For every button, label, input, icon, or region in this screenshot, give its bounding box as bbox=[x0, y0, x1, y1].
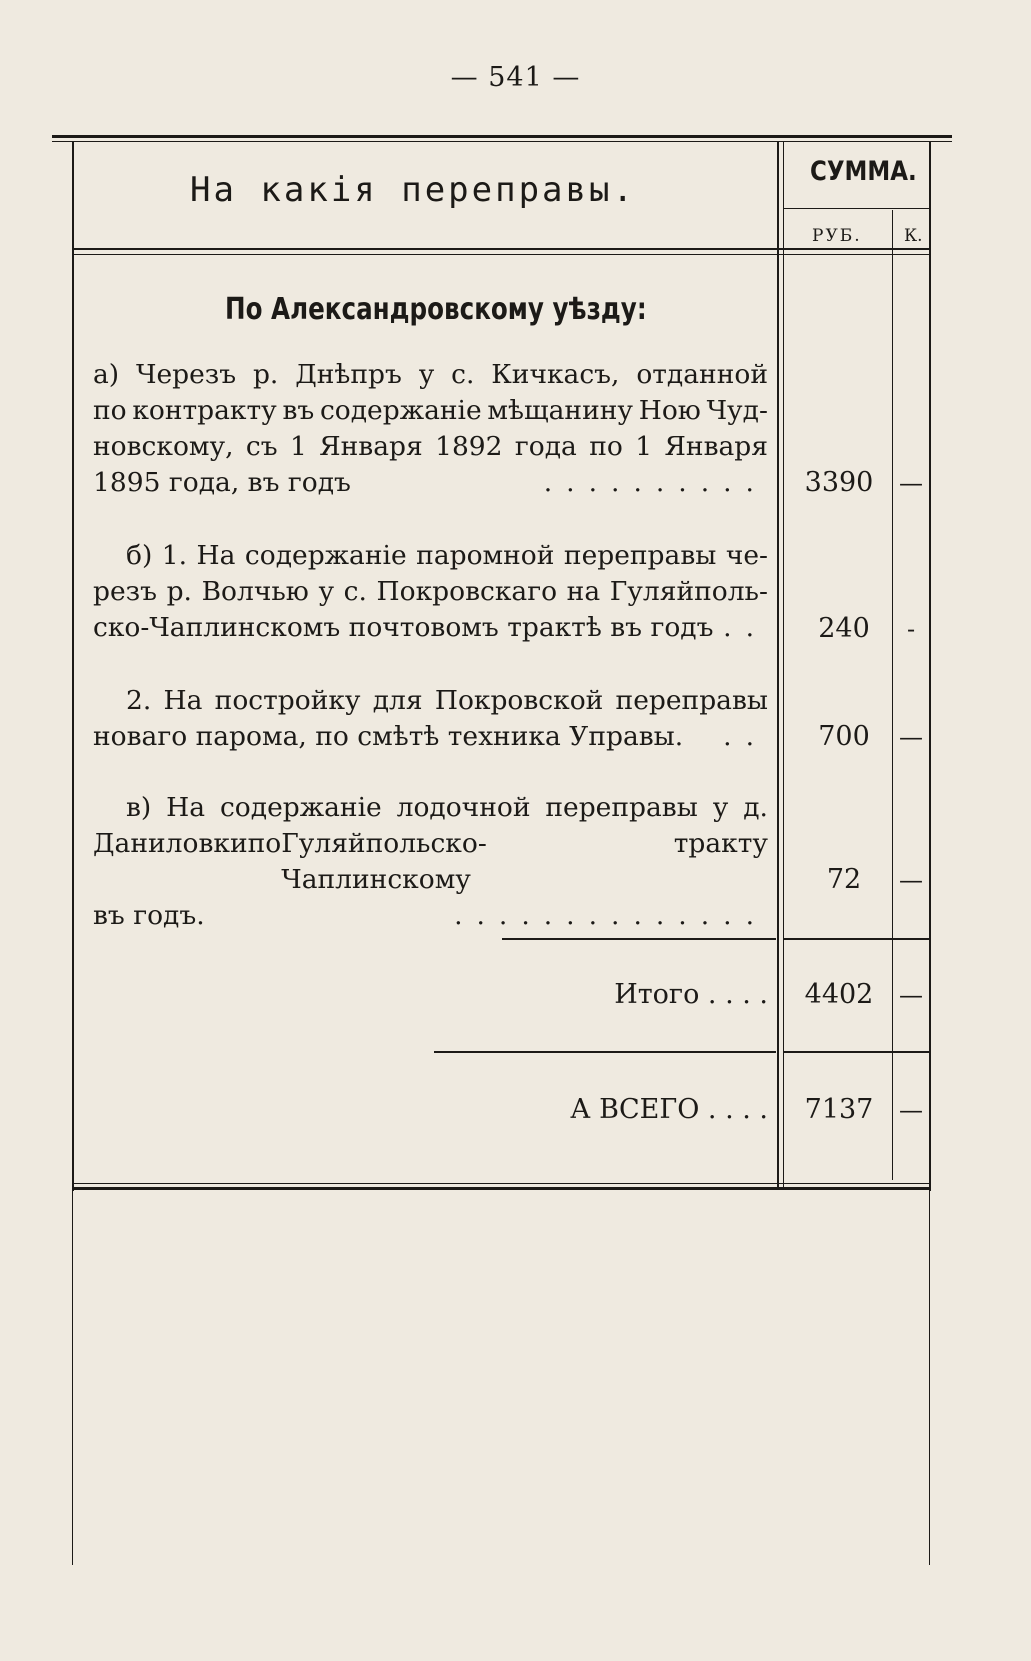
top-rule bbox=[52, 135, 952, 138]
entry-b2-rub: 700 bbox=[818, 721, 870, 752]
entry-b2-line-2: новаго парома, по смѣтѣ техника Управы. .. bbox=[93, 719, 768, 755]
entry-b2-line-1: 2. На постройку для Покровской переправы bbox=[126, 685, 768, 716]
entry-a-rub: 3390 bbox=[804, 467, 874, 498]
entry-b1-line-1: б) 1. На содержаніе паромной переправы че- bbox=[126, 540, 768, 571]
page-number: — 541 — bbox=[450, 62, 581, 93]
header-rule bbox=[72, 248, 930, 250]
section-heading: По Александровскому уѣзду: bbox=[225, 292, 647, 327]
leader-dots: .............. bbox=[454, 900, 768, 931]
entry-b2-kop: — bbox=[899, 723, 923, 751]
entry-a-line-1: а) Черезъ р. Днѣпръ у с. Кичкасъ, отданной bbox=[93, 359, 768, 390]
itogo-rub: 4402 bbox=[804, 979, 874, 1010]
entry-a bbox=[93, 357, 768, 501]
kop-divider bbox=[892, 210, 893, 1180]
column-title: На какія переправы. bbox=[190, 170, 636, 210]
entry-b2 bbox=[93, 683, 768, 755]
entry-v bbox=[93, 790, 768, 934]
entry-b1-line-3: ско-Чаплинскомъ почтовомъ трактѣ въ годъ .. bbox=[93, 610, 768, 646]
entry-v-line-3: въ годъ. .............. bbox=[93, 898, 768, 934]
lower-left-border bbox=[72, 1190, 73, 1565]
text-column-divider bbox=[777, 141, 779, 1188]
top-rule-thin bbox=[52, 141, 952, 142]
leader-dots: .......... bbox=[543, 467, 768, 498]
vsego-rub: 7137 bbox=[804, 1094, 874, 1125]
entry-v-line-1: в) На содержаніе лодочной переправы у д. bbox=[126, 792, 768, 823]
summa-header: СУММА. bbox=[810, 156, 917, 187]
rub-header: РУБ. bbox=[812, 226, 862, 246]
total-rule bbox=[434, 1051, 776, 1053]
vsego-kop: — bbox=[899, 1096, 923, 1124]
vsego-label: А ВСЕГО . . . . bbox=[570, 1094, 768, 1125]
kop-header: К. bbox=[904, 226, 923, 246]
itogo-label: Итого . . . . bbox=[614, 979, 768, 1010]
entry-a-line-4: 1895 года, въ годъ .......... bbox=[93, 465, 768, 501]
entry-v-rub: 72 bbox=[826, 864, 862, 895]
leader-dots: .. bbox=[723, 612, 768, 643]
itogo-kop: — bbox=[899, 981, 923, 1009]
entry-a-line-2: по контракту въ содержаніе мѣщанину Ною Чуд- bbox=[93, 395, 768, 426]
entry-b1-rub: 240 bbox=[818, 613, 870, 644]
right-border bbox=[929, 141, 931, 1191]
bottom-rule bbox=[72, 1183, 930, 1184]
entry-v-kop: — bbox=[899, 866, 923, 894]
subtotal-rule-sum bbox=[784, 938, 930, 940]
entry-v-line-2: Даниловки по Гуляйпольско-Чаплинскому тракту bbox=[93, 828, 768, 895]
entry-b1-kop: - bbox=[906, 615, 916, 643]
entry-b1 bbox=[93, 538, 768, 646]
leader-dots: .. bbox=[723, 721, 768, 752]
entry-b1-line-2: резъ р. Волчью у с. Покровскаго на Гуляйполь- bbox=[93, 576, 768, 607]
entry-a-kop: — bbox=[899, 469, 923, 497]
bottom-rule-thick bbox=[72, 1187, 930, 1190]
lower-right-border bbox=[929, 1190, 930, 1565]
subtotal-rule bbox=[502, 938, 776, 940]
text-column-divider-2 bbox=[783, 141, 784, 1188]
summa-underline bbox=[784, 208, 930, 209]
left-border bbox=[72, 141, 74, 1191]
total-rule-sum bbox=[784, 1051, 930, 1053]
header-rule-thin bbox=[72, 254, 930, 255]
entry-a-line-3: новскому, съ 1 Января 1892 года по 1 Января bbox=[93, 431, 768, 462]
